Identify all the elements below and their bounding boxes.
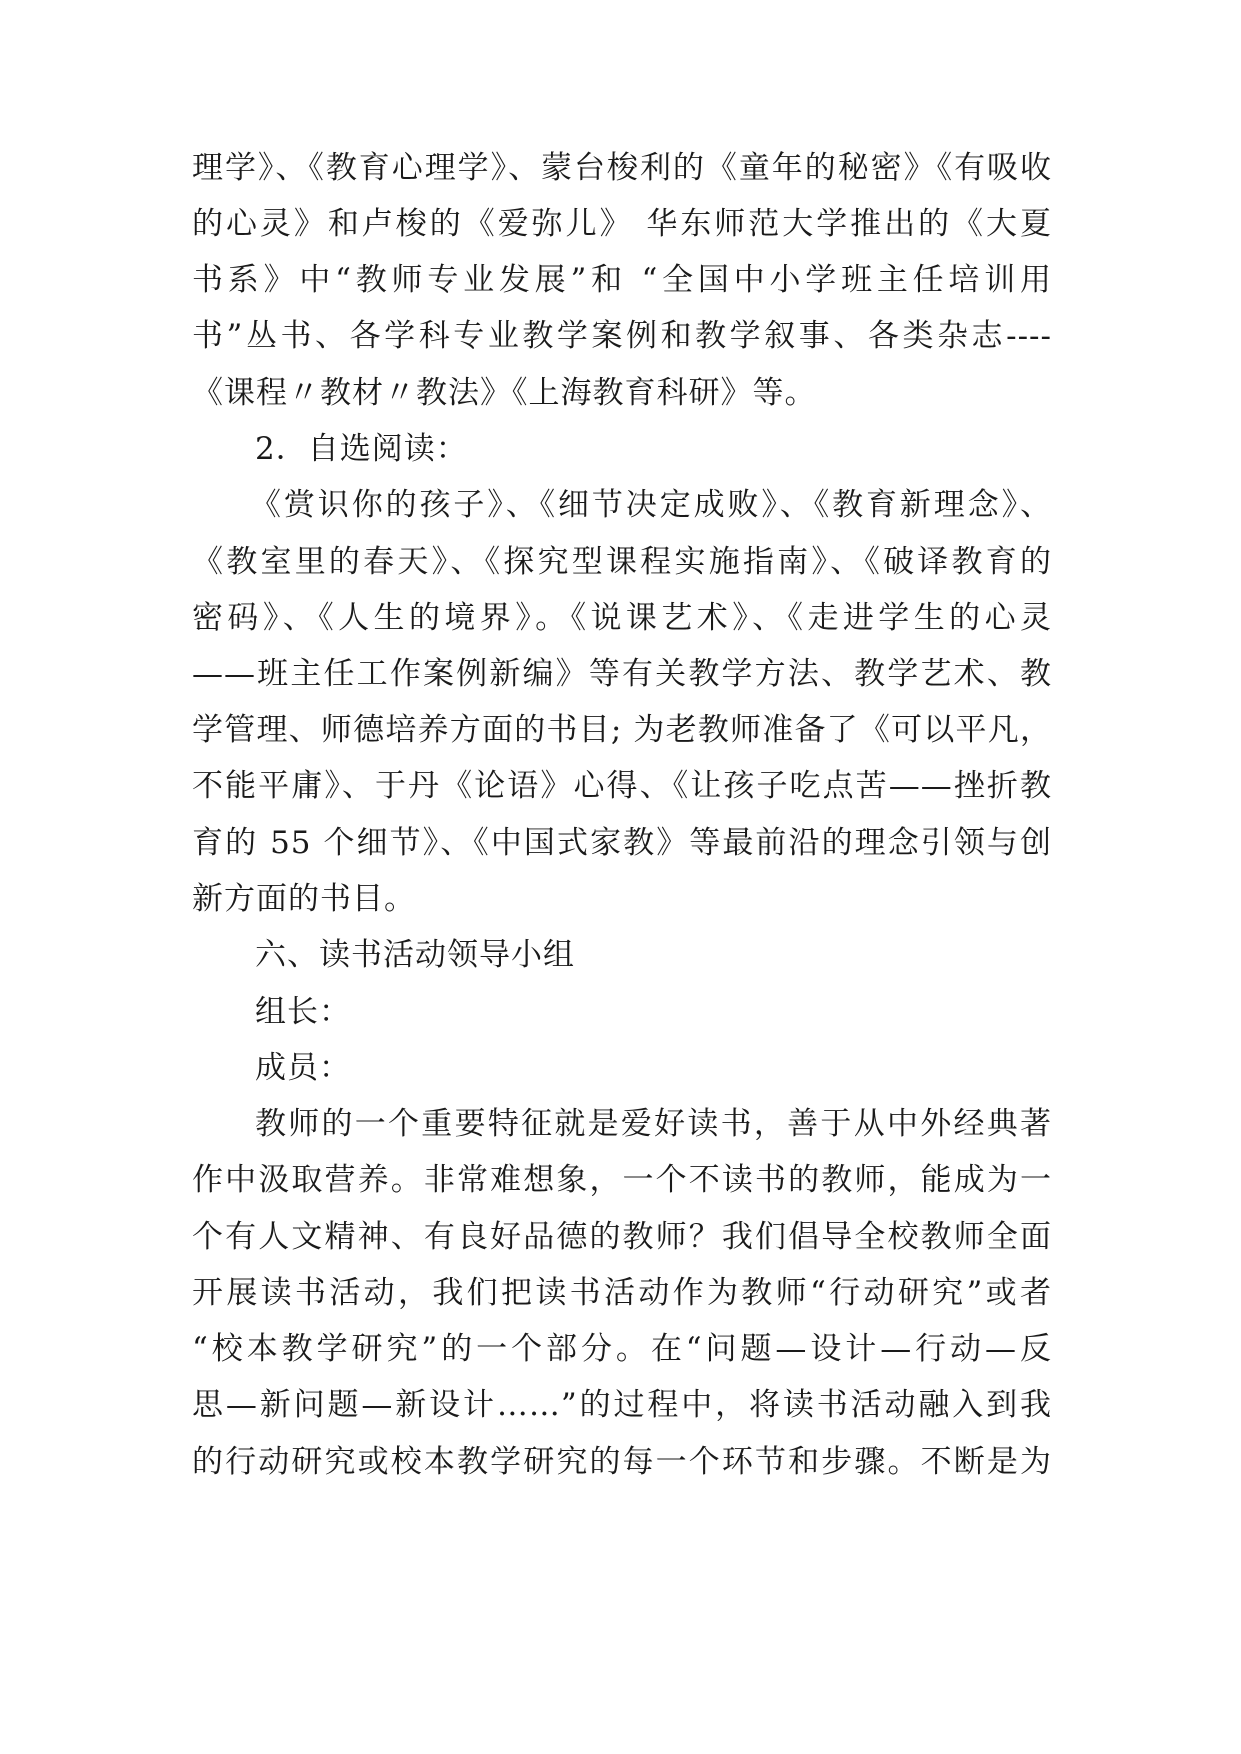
leader-label: 组长：: [255, 994, 351, 1030]
list-item-heading: 2．自选阅读：: [255, 431, 468, 467]
text-line: 不能平庸》、于丹《论语》心得、《让孩子吃点苦——挫折教: [192, 768, 1052, 804]
text-line: 书系》中“教师专业发展”和 “全国中小学班主任培训用: [192, 262, 1052, 298]
text-line: 育的 55 个细节》、《中国式家教》等最前沿的理念引领与创: [192, 825, 1052, 861]
text-line: 密码》、《人生的境界》。《说课艺术》、《走进学生的心灵: [192, 600, 1052, 636]
text-line: 的心灵》和卢梭的《爱弥儿》 华东师范大学推出的《大夏: [192, 206, 1052, 242]
text-line: ——班主任工作案例新编》等有关教学方法、教学艺术、教: [192, 656, 1052, 692]
section-heading: 六、读书活动领导小组: [255, 937, 575, 973]
members-label: 成员：: [255, 1050, 351, 1086]
text-line: 思—新问题—新设计……”的过程中，将读书活动融入到我: [192, 1387, 1052, 1423]
text-line: 开展读书活动，我们把读书活动作为教师“行动研究”或者: [192, 1275, 1052, 1311]
text-line: 理学》、《教育心理学》、蒙台梭利的《童年的秘密》《有吸收: [192, 150, 1052, 186]
text-line: 作中汲取营养。非常难想象，一个不读书的教师，能成为一: [192, 1162, 1052, 1198]
text-line: 新方面的书目。: [192, 881, 416, 917]
text-line: 《教室里的春天》、《探究型课程实施指南》、《破译教育的: [192, 544, 1052, 580]
text-line: 《课程〃教材〃教法》《上海教育科研》等。: [192, 375, 817, 411]
text-line: 的行动研究或校本教学研究的每一个环节和步骤。不断是为: [192, 1444, 1052, 1480]
text-line: 教师的一个重要特征就是爱好读书，善于从中外经典著: [255, 1106, 1052, 1142]
text-line: 书”丛书、各学科专业教学案例和教学叙事、各类杂志----: [192, 318, 1052, 354]
text-line: 个有人文精神、有良好品德的教师？我们倡导全校教师全面: [192, 1219, 1052, 1255]
text-line: “校本教学研究”的一个部分。在“问题—设计—行动—反: [192, 1331, 1052, 1367]
text-line: 学管理、师德培养方面的书目; 为老教师准备了《可以平凡，: [192, 712, 1052, 748]
text-line: 《赏识你的孩子》、《细节决定成败》、《教育新理念》、: [250, 487, 1052, 523]
